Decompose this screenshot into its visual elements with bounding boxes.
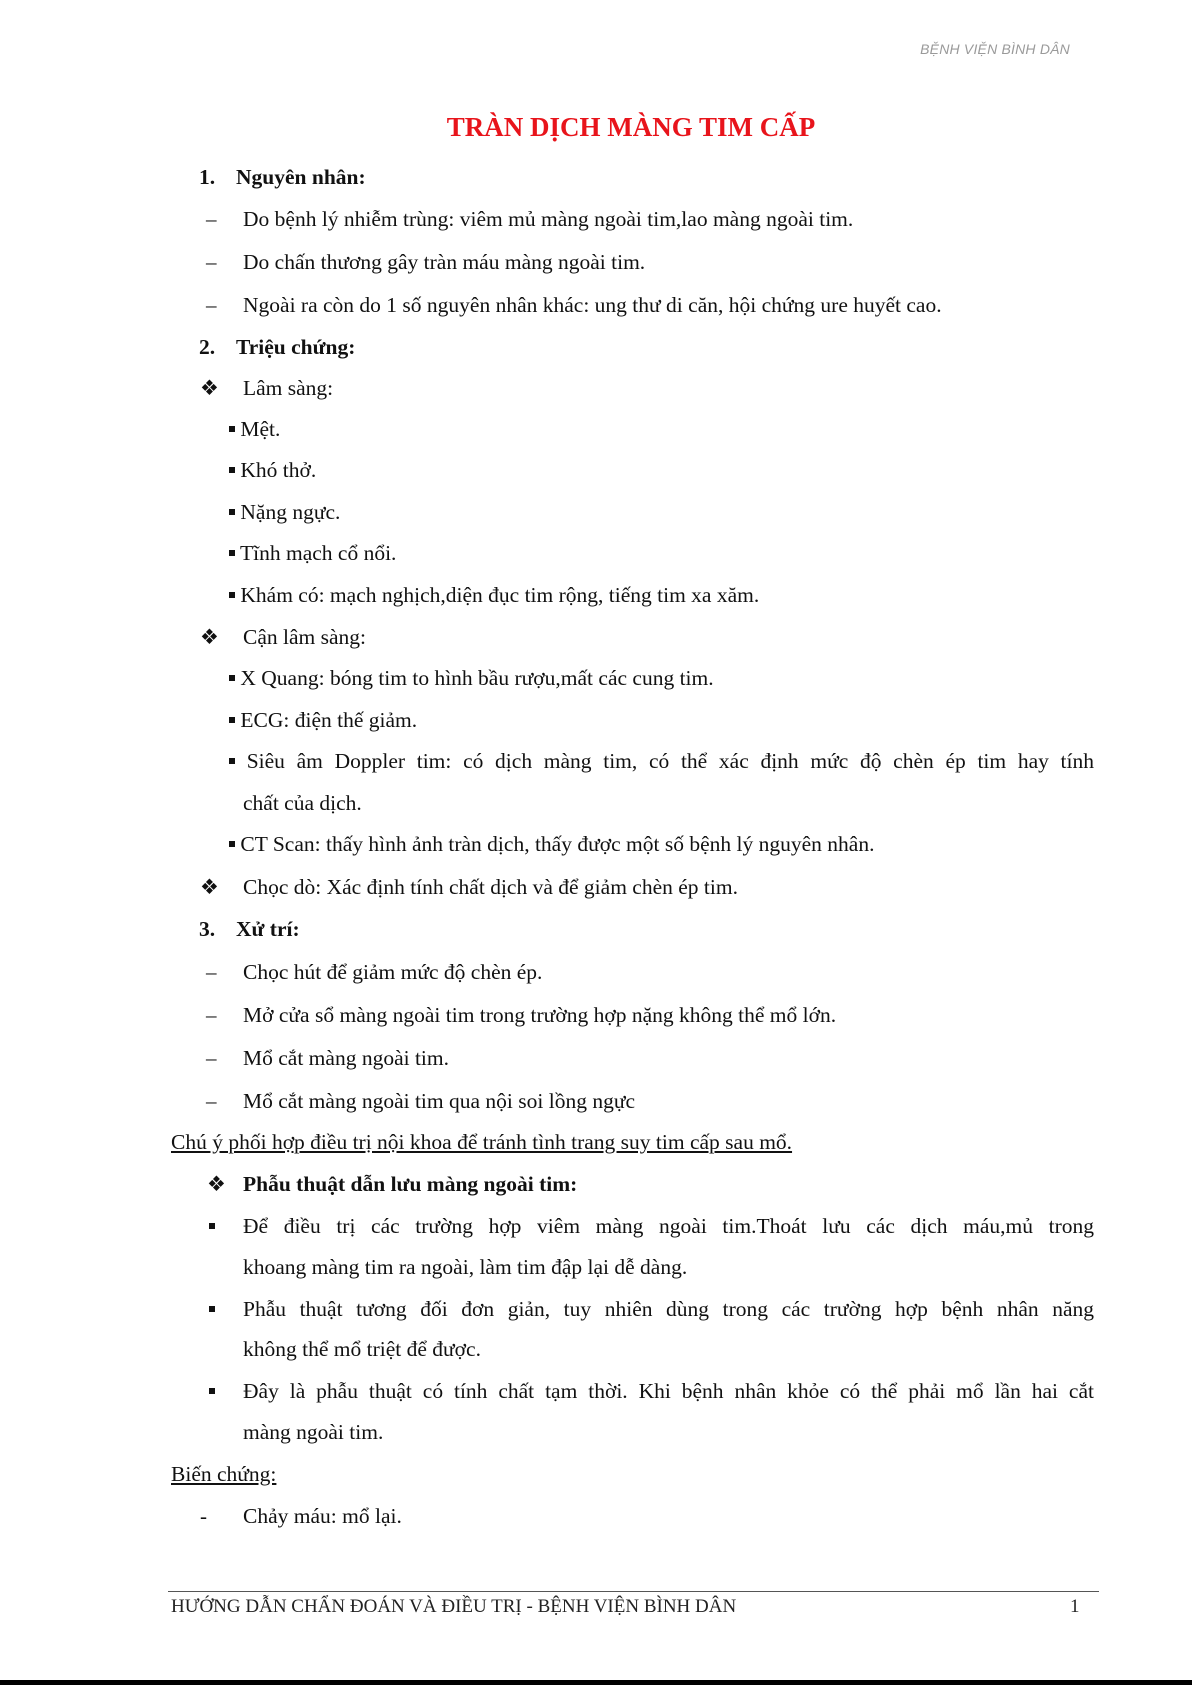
square-bullet-icon	[229, 467, 235, 473]
square-bullet-icon	[229, 426, 235, 432]
paraclinical-label: Cận lâm sàng:	[243, 625, 367, 649]
square-bullet-icon	[229, 717, 235, 723]
section3-item: Mổ cắt màng ngoài tim.	[243, 1046, 450, 1070]
section1-number: 1.	[199, 165, 216, 189]
paraclinical-item: CT Scan: thấy hình ảnh tràn dịch, thấy được một số bệnh lý nguyên nhân.	[229, 830, 874, 858]
section1-item: Do chấn thương gây tràn máu màng ngoài tim.	[243, 250, 646, 274]
square-bullet-icon	[209, 1212, 215, 1240]
diamond-bullet-icon: ❖	[200, 376, 219, 400]
diamond-bullet-icon: ❖	[200, 625, 219, 649]
footer-divider	[168, 1591, 1099, 1592]
square-bullet-icon	[229, 758, 235, 764]
section1-item: Ngoài ra còn do 1 số nguyên nhân khác: ung thư di căn, hội chứng ure huyết cao.	[243, 293, 942, 317]
dash-bullet: –	[206, 960, 217, 984]
square-bullet-icon	[229, 509, 235, 515]
clinical-item: Khám có: mạch nghịch,diện đục tim rộng, tiếng tim xa xăm.	[229, 581, 759, 609]
page-title: TRÀN DỊCH MÀNG TIM CẤP	[446, 112, 816, 142]
dash-bullet: –	[206, 1089, 217, 1113]
section3-number: 3.	[199, 917, 216, 941]
drainage-item-line: màng ngoài tim.	[243, 1420, 384, 1444]
dash-bullet: –	[206, 250, 217, 274]
drainage-item-line: Phẫu thuật tương đối đơn giản, tuy nhiên dùng trong các trường hợp bệnh nhân năng	[243, 1297, 1094, 1321]
diamond-bullet-icon: ❖	[207, 1172, 226, 1196]
drainage-item-line: không thể mổ triệt để được.	[243, 1337, 481, 1361]
drainage-item-line: khoang màng tim ra ngoài, làm tim đập lại dễ dàng.	[243, 1255, 688, 1279]
paraclinical-item: X Quang: bóng tim to hình bầu rượu,mất các cung tim.	[229, 664, 714, 692]
clinical-item: Khó thở.	[229, 456, 316, 484]
paraclinical-item: Siêu âm Doppler tim: có dịch màng tim, có thể xác định mức độ chèn ép tim hay tính	[229, 747, 1094, 775]
paraclinical-item: ECG: điện thế giảm.	[229, 706, 417, 734]
clinical-item: Nặng ngực.	[229, 498, 340, 526]
section3-item: Mổ cắt màng ngoài tim qua nội soi lồng ngực	[243, 1089, 636, 1113]
treatment-note: Chú ý phối hợp điều trị nội khoa để tránh tình trang suy tim cấp sau mổ.	[171, 1130, 793, 1154]
dash-bullet: –	[206, 1003, 217, 1027]
page-number: 1	[1070, 1596, 1080, 1617]
section2-number: 2.	[199, 335, 216, 359]
dash-bullet: –	[206, 207, 217, 231]
square-bullet-icon	[229, 592, 235, 598]
section1-heading: Nguyên nhân:	[236, 165, 366, 189]
diamond-bullet-icon: ❖	[200, 875, 219, 899]
dash-bullet: –	[206, 1046, 217, 1070]
header-hospital-name: BỆNH VIỆN BÌNH DÂN	[920, 41, 1070, 57]
dash-bullet: –	[206, 293, 217, 317]
section2-heading: Triệu chứng:	[236, 335, 356, 359]
section3-heading: Xử trí:	[236, 917, 300, 941]
drainage-heading: Phẫu thuật dẫn lưu màng ngoài tim:	[243, 1172, 578, 1196]
complications-heading: Biến chứng:	[171, 1462, 277, 1486]
square-bullet-icon	[209, 1377, 215, 1405]
clinical-label: Lâm sàng:	[243, 376, 334, 400]
section3-item: Chọc hút để giảm mức độ chèn ép.	[243, 960, 543, 984]
hyphen-bullet: -	[200, 1504, 207, 1528]
complication-item: Chảy máu: mổ lại.	[243, 1504, 402, 1528]
paraclinical-item-continued: chất của dịch.	[243, 791, 362, 815]
square-bullet-icon	[229, 841, 235, 847]
square-bullet-icon	[209, 1295, 215, 1323]
section3-item: Mở cửa sổ màng ngoài tim trong trường hợp nặng không thể mổ lớn.	[243, 1003, 837, 1027]
drainage-item-line: Đây là phẫu thuật có tính chất tạm thời. Khi bệnh nhân khỏe có thể phải mổ lần hai cắt	[243, 1379, 1094, 1403]
clinical-item: Tĩnh mạch cổ nổi.	[229, 539, 396, 567]
section1-item: Do bệnh lý nhiễm trùng: viêm mủ màng ngoài tim,lao màng ngoài tim.	[243, 207, 854, 231]
square-bullet-icon	[229, 550, 235, 556]
bottom-edge	[0, 1680, 1192, 1685]
puncture-item: Chọc dò: Xác định tính chất dịch và để giảm chèn ép tim.	[243, 875, 738, 899]
footer-title: HƯỚNG DẪN CHẨN ĐOÁN VÀ ĐIỀU TRỊ - BỆNH VIỆN BÌNH DÂN	[171, 1596, 737, 1617]
drainage-item-line: Để điều trị các trường hợp viêm màng ngoài tim.Thoát lưu các dịch máu,mủ trong	[243, 1214, 1094, 1238]
square-bullet-icon	[229, 675, 235, 681]
clinical-item: Mệt.	[229, 415, 280, 443]
